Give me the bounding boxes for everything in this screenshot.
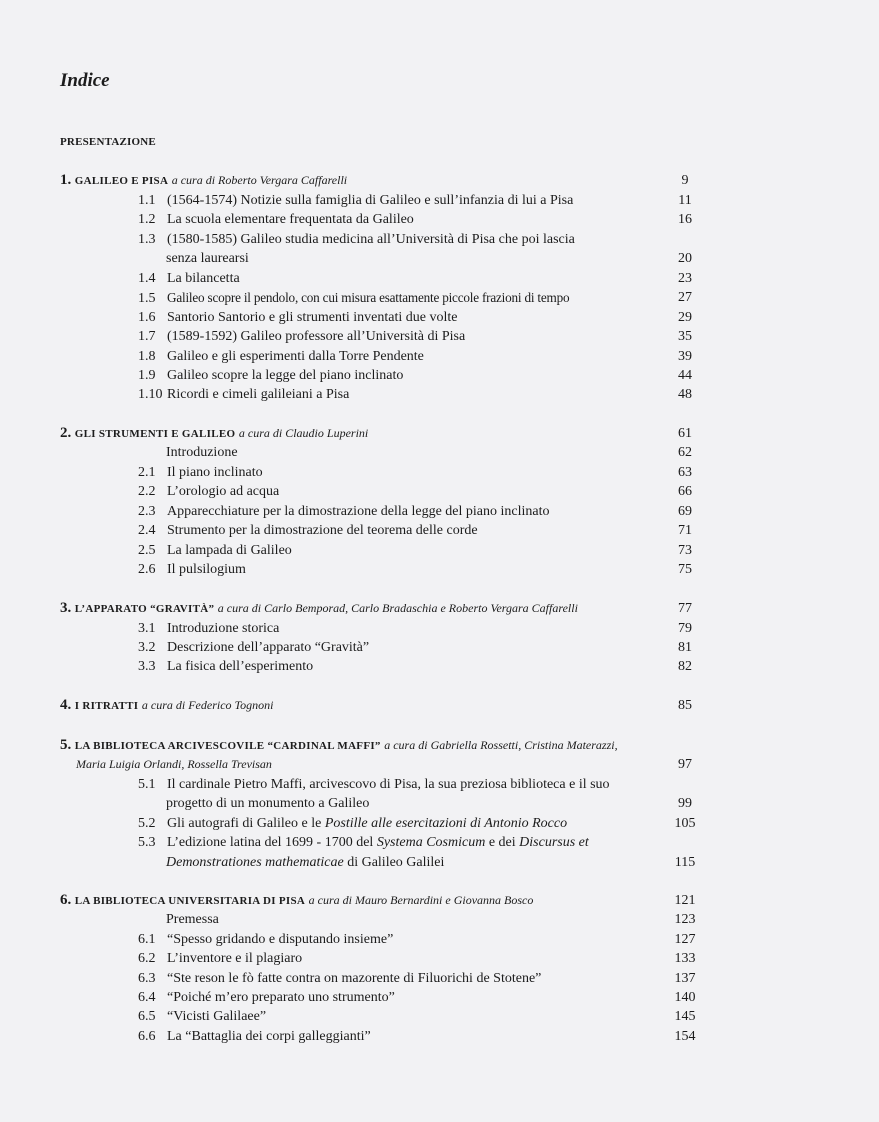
- chapter-2-entry: [0, 424, 879, 444]
- chapter-title: I RITRATTI: [74, 700, 139, 712]
- section-title-italic: Demonstrationes mathematicae: [166, 855, 344, 870]
- section-title: “Vicisti Galilaee”: [167, 1009, 267, 1024]
- section-number: 1.4: [138, 271, 156, 286]
- section-number: 6.3: [138, 971, 156, 986]
- section-number: 2.5: [138, 543, 156, 558]
- section-number: 6.5: [138, 1009, 156, 1024]
- toc-entry: [0, 521, 879, 541]
- section-title-cont: senza laurearsi: [166, 251, 249, 266]
- page-number: 105: [674, 816, 696, 831]
- toc-entry: [0, 308, 879, 328]
- page-number: 77: [678, 601, 692, 616]
- page-number: 62: [678, 445, 692, 460]
- chapter-curators: a cura di Gabriella Rossetti, Cristina Materazzi,: [384, 738, 618, 752]
- chapter-title: GLI STRUMENTI E GALILEO: [74, 428, 236, 440]
- toc-entry: [0, 327, 879, 347]
- page-number: 39: [678, 349, 692, 364]
- section-title: “Ste reson le fò fatte contra on mazorente di Filuorichi de Stotene”: [167, 971, 542, 986]
- section-title-italic: Postille alle esercitazioni di Antonio Rocco: [324, 816, 568, 831]
- toc-entry: [0, 833, 879, 853]
- toc-entry: [0, 463, 879, 483]
- section-title: La fisica dell’esperimento: [167, 659, 314, 674]
- toc-entry: [0, 969, 879, 989]
- toc-entry: [0, 443, 879, 463]
- page-number: 35: [678, 329, 692, 344]
- section-number: 2.1: [138, 465, 156, 480]
- section-number: 6.2: [138, 951, 156, 966]
- page-number: 20: [678, 251, 692, 266]
- section-title: Introduzione storica: [167, 621, 280, 636]
- section-title: (1580-1585) Galileo studia medicina all’Università di Pisa che poi lascia: [167, 232, 575, 247]
- section-number: 1.3: [138, 232, 156, 247]
- chapter-curators: a cura di Carlo Bemporad, Carlo Bradaschia e Roberto Vergara Caffarelli: [217, 601, 578, 615]
- page-number: 44: [678, 368, 692, 383]
- page-number: 133: [674, 951, 696, 966]
- chapter-curators: a cura di Roberto Vergara Caffarelli: [171, 173, 348, 187]
- page-title: Indice: [60, 70, 110, 91]
- section-title: Descrizione dell’apparato “Gravità”: [167, 640, 370, 655]
- section-number: 1.9: [138, 368, 156, 383]
- page-number: 85: [678, 698, 692, 713]
- page-number: 115: [674, 855, 696, 870]
- toc-entry: [0, 541, 879, 561]
- section-title: La “Battaglia dei corpi galleggianti”: [167, 1029, 371, 1044]
- chapter-title: LA BIBLIOTECA ARCIVESCOVILE “CARDINAL MAFFI”: [74, 740, 381, 752]
- chapter-number: 2.: [60, 425, 72, 441]
- section-number: 1.7: [138, 329, 156, 344]
- page-number: 75: [678, 562, 692, 577]
- section-title: L’edizione latina del 1699 - 1700 del: [167, 835, 377, 850]
- section-title: Apparecchiature per la dimostrazione della legge del piano inclinato: [167, 504, 550, 519]
- toc-entry: [0, 910, 879, 930]
- section-number: 5.2: [138, 816, 156, 831]
- toc-entry-continuation: [0, 794, 879, 814]
- chapter-curators-cont: Maria Luigia Orlandi, Rossella Trevisan: [76, 757, 272, 771]
- chapter-number: 5.: [60, 737, 72, 753]
- page-number: 140: [674, 990, 696, 1005]
- toc-entry: [0, 814, 879, 834]
- toc-entry: [0, 619, 879, 639]
- chapter-1-entry: [0, 171, 879, 191]
- toc-entry: [0, 1027, 879, 1047]
- section-title: La scuola elementare frequentata da Galileo: [167, 212, 414, 227]
- page-number: 9: [681, 173, 689, 188]
- chapter-curators: a cura di Mauro Bernardini e Giovanna Bosco: [308, 893, 534, 907]
- section-title: Premessa: [166, 912, 219, 927]
- section-number: 1.8: [138, 349, 156, 364]
- toc-entry: [0, 1007, 879, 1027]
- page-number: 127: [674, 932, 696, 947]
- chapter-3-entry: [0, 599, 879, 619]
- toc-entry: [0, 269, 879, 289]
- section-number: 3.2: [138, 640, 156, 655]
- toc-entry: [0, 191, 879, 211]
- section-title: Il piano inclinato: [167, 465, 263, 480]
- toc-entry: [0, 210, 879, 230]
- chapter-number: 1.: [60, 172, 72, 188]
- page-number: 66: [678, 484, 692, 499]
- page-number: 23: [678, 271, 692, 286]
- section-number: 5.3: [138, 835, 156, 850]
- page-number: 73: [678, 543, 692, 558]
- section-title: Il pulsilogium: [167, 562, 246, 577]
- page-number: 145: [674, 1009, 696, 1024]
- section-title: L’orologio ad acqua: [167, 484, 280, 499]
- page-number: 11: [678, 193, 692, 208]
- chapter-title: LA BIBLIOTECA UNIVERSITARIA DI PISA: [74, 895, 306, 907]
- section-number: 2.6: [138, 562, 156, 577]
- page-number: 48: [678, 387, 692, 402]
- section-title: “Spesso gridando e disputando insieme”: [167, 932, 394, 947]
- chapter-6-entry: [0, 891, 879, 911]
- toc-entry: [0, 482, 879, 502]
- toc-entry-continuation: [0, 249, 879, 269]
- section-number: 6.4: [138, 990, 156, 1005]
- section-title-cont: progetto di un monumento a Galileo: [166, 796, 370, 811]
- chapter-curators: a cura di Claudio Luperini: [238, 426, 369, 440]
- section-title: Gli autografi di Galileo e le: [167, 816, 325, 831]
- toc-entry: [0, 385, 879, 405]
- chapter-number: 4.: [60, 697, 72, 713]
- page-number: 16: [678, 212, 692, 227]
- page-number: 99: [678, 796, 692, 811]
- toc-entry-continuation: [0, 853, 879, 873]
- section-number: 1.6: [138, 310, 156, 325]
- section-title: Galileo e gli esperimenti dalla Torre Pendente: [167, 349, 424, 364]
- section-title: Il cardinale Pietro Maffi, arcivescovo di Pisa, la sua preziosa biblioteca e il suo: [167, 777, 610, 792]
- section-number: 1.5: [138, 291, 156, 306]
- toc-entry: [0, 930, 879, 950]
- page-number: 137: [674, 971, 696, 986]
- section-title: Galileo scopre la legge del piano inclinato: [167, 368, 404, 383]
- section-number: 1.10: [138, 387, 163, 402]
- toc-entry: [0, 230, 879, 250]
- section-title: e dei: [485, 835, 520, 850]
- page-number: 27: [678, 290, 692, 305]
- section-title: Galileo scopre il pendolo, con cui misura esattamente piccole frazioni di tempo: [167, 290, 570, 305]
- toc-entry: [0, 366, 879, 386]
- section-title: Strumento per la dimostrazione del teorema delle corde: [167, 523, 478, 538]
- front-matter-heading: PRESENTAZIONE: [60, 136, 156, 148]
- section-number: 3.3: [138, 659, 156, 674]
- chapter-number: 3.: [60, 600, 72, 616]
- page-number: 79: [678, 621, 692, 636]
- chapter-5-entry: [0, 736, 879, 756]
- page-number: 97: [678, 757, 692, 772]
- section-title: L’inventore e il plagiaro: [167, 951, 303, 966]
- chapter-5-entry-continuation: [0, 755, 879, 775]
- toc-entry: [0, 560, 879, 580]
- section-title: Ricordi e cimeli galileiani a Pisa: [167, 387, 350, 402]
- section-title: La lampada di Galileo: [167, 543, 292, 558]
- page-number: 123: [674, 912, 696, 927]
- toc-entry: [0, 988, 879, 1008]
- section-number: 6.1: [138, 932, 156, 947]
- section-title-italic: Discursus et: [519, 835, 589, 850]
- toc-entry: [0, 775, 879, 795]
- section-number: 2.4: [138, 523, 156, 538]
- section-title: “Poiché m’ero preparato uno strumento”: [167, 990, 395, 1005]
- toc-entry: [0, 657, 879, 677]
- section-title-cont: di Galileo Galilei: [343, 855, 445, 870]
- toc-entry: [0, 502, 879, 522]
- section-number: 1.1: [138, 193, 156, 208]
- toc-entry: [0, 288, 879, 308]
- toc-entry: [0, 638, 879, 658]
- section-title: (1589-1592) Galileo professore all’Università di Pisa: [167, 329, 466, 344]
- chapter-curators: a cura di Federico Tognoni: [141, 698, 274, 712]
- page-number: 69: [678, 504, 692, 519]
- section-number: 1.2: [138, 212, 156, 227]
- chapter-4-entry: [0, 696, 879, 716]
- page-number: 82: [678, 659, 692, 674]
- section-title: La bilancetta: [167, 271, 240, 286]
- section-title: Introduzione: [166, 445, 238, 460]
- toc-entry: [0, 949, 879, 969]
- section-title: Santorio Santorio e gli strumenti inventati due volte: [167, 310, 458, 325]
- page-number: 61: [678, 426, 692, 441]
- page-number: 71: [678, 523, 692, 538]
- chapter-title: L’APPARATO “GRAVITÀ”: [74, 603, 215, 615]
- page-number: 63: [678, 465, 692, 480]
- section-number: 2.2: [138, 484, 156, 499]
- page-number: 154: [674, 1029, 696, 1044]
- section-title: (1564-1574) Notizie sulla famiglia di Galileo e sull’infanzia di lui a Pisa: [167, 193, 574, 208]
- chapter-title: GALILEO E PISA: [74, 175, 169, 187]
- chapter-number: 6.: [60, 892, 72, 908]
- page-number: 81: [678, 640, 692, 655]
- section-number: 3.1: [138, 621, 156, 636]
- page-number: 121: [674, 893, 696, 908]
- section-number: 6.6: [138, 1029, 156, 1044]
- page-number: 29: [678, 310, 692, 325]
- section-number: 5.1: [138, 777, 156, 792]
- section-title-italic: Systema Cosmicum: [376, 835, 486, 850]
- toc-entry: [0, 347, 879, 367]
- section-number: 2.3: [138, 504, 156, 519]
